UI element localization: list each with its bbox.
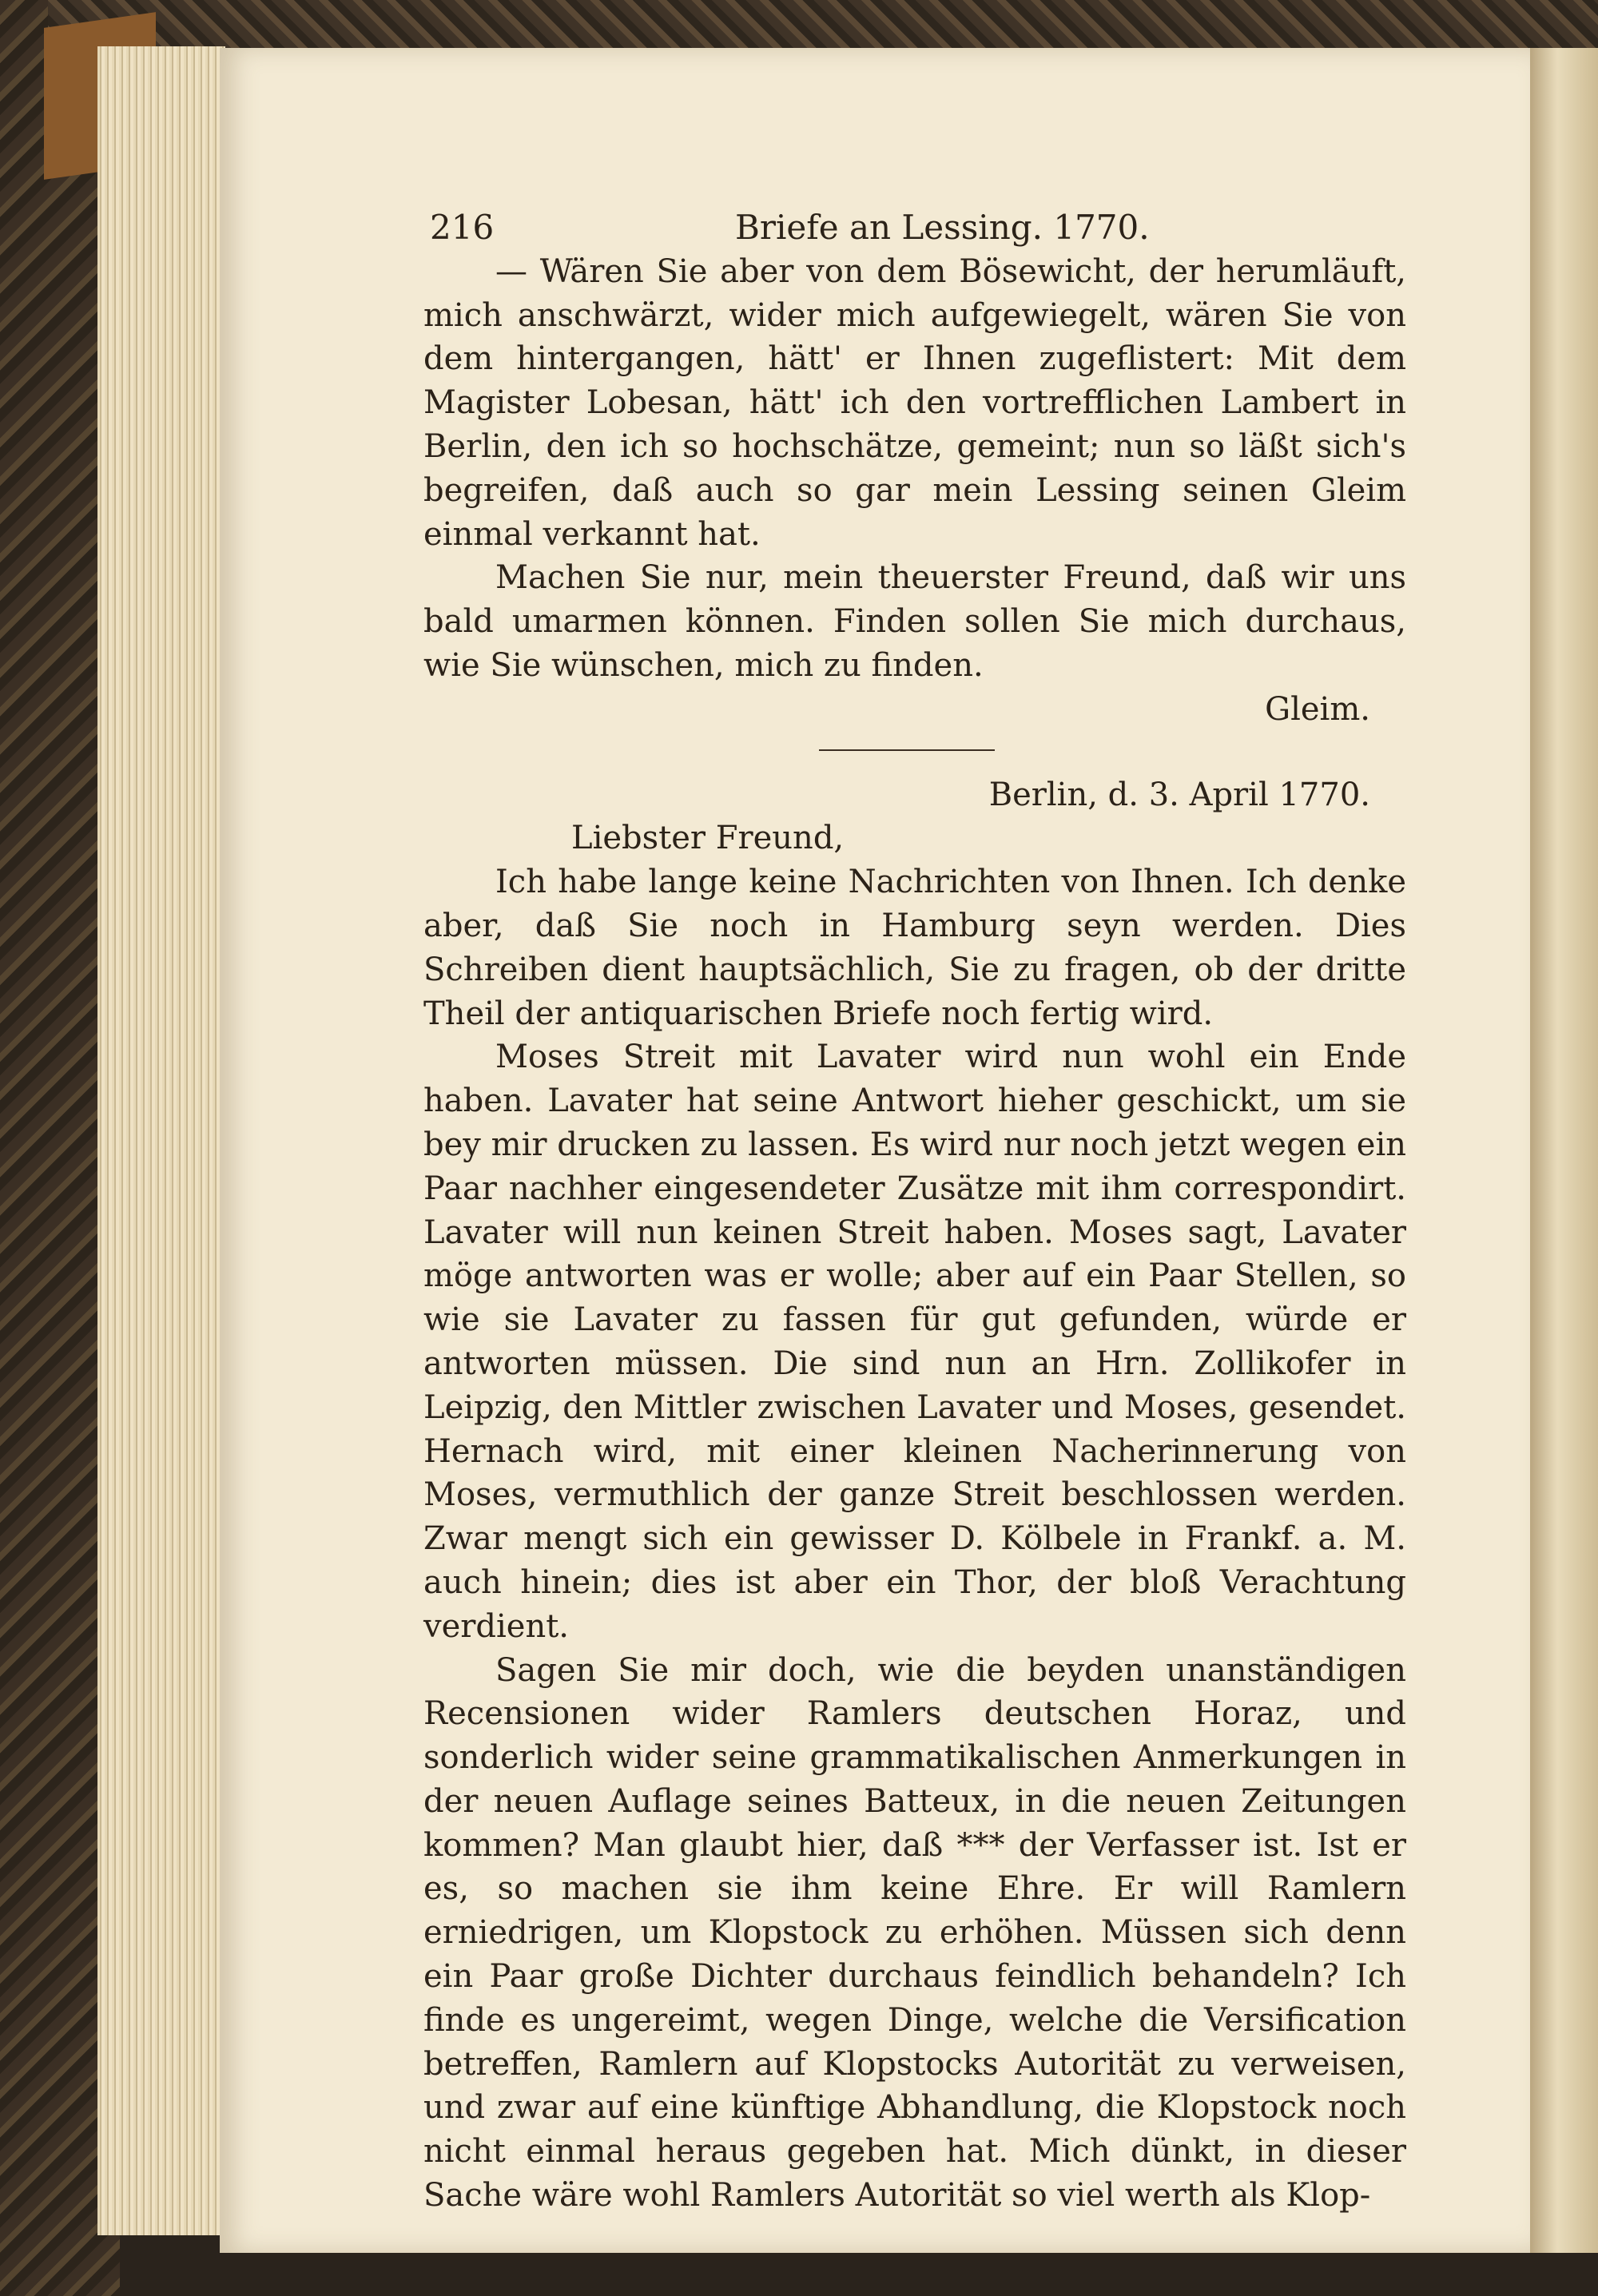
- letter2-dateline: Berlin, d. 3. April 1770.: [988, 776, 1370, 813]
- letter2-paragraph-3: Sagen Sie mir doch, wie die beyden unanständigen Recensionen wider Ramlers deutschen Horaz, und sonderlich wider seine grammatikalischen Anmerkungen in der neuen Auflage seines Batteux, in die neuen Zeitungen kommen? Man glaubt hier, daß *** der Verfasser ist. Ist er es, so machen sie ihm keine Ehre. Er will Ramlern erniedrigen, um Klopstock zu erhöhen. Müssen sich denn ein Paar große Dichter durchaus feindlich behandeln? Ich finde es ungereimt, wegen Dinge, welche die Versification betreffen, Ramlern auf Klopstocks Autorität zu verweisen, und zwar auf eine künftige Abhandlung, die Klopstock noch nicht einmal heraus gegeben hat. Mich dünkt, in dieser Sache wäre wohl Ramlers Autorität so viel werth als Klop-: [423, 1651, 1406, 2215]
- letter1-paragraph-2: Machen Sie nur, mein theuerster Freund, daß wir uns bald umarmen können. Finden sollen Sie mich durchaus, wie Sie wünschen, mich zu finden.: [423, 559, 1406, 684]
- page-edges: [97, 46, 225, 2235]
- letter2-paragraph-1: Ich habe lange keine Nachrichten von Ihnen. Ich denke aber, daß Sie noch in Hamburg seyn werden. Dies Schreiben dient hauptsächlich, Sie zu fragen, ob der dritte Theil der antiquarischen Briefe noch fertig wird.: [423, 864, 1406, 1032]
- page-number: 216: [430, 208, 495, 247]
- book-cover-top: [48, 0, 1598, 48]
- separator-rule: [819, 749, 995, 751]
- facing-page-edge: [1530, 48, 1598, 2253]
- letter2-paragraph-2: Moses Streit mit Lavater wird nun wohl ein Ende haben. Lavater hat seine Antwort hieher geschickt, um sie bey mir drucken zu lassen. Es wird nur noch jetzt wegen ein Paar nachher eingesendeter Zusätze mit ihm correspondirt. Lavater will nun keinen Streit haben. Moses sagt, Lavater möge antworten was er wolle; aber auf ein Paar Stellen, so wie sie Lavater zu fassen für gut gefunden, würde er antworten müssen. Die sind nun an Hrn. Zollikofer in Leipzig, den Mittler zwischen Lavater und Moses, gesendet. Hernach wird, mit einer kleinen Nacherinnerung von Moses, vermuthlich der ganze Streit beschlossen werden. Zwar mengt sich ein gewisser D. Kölbele in Frankf. a. M. auch hinein; dies ist aber ein Thor, der bloß Verachtung verdient.: [423, 1039, 1406, 1645]
- page-text: [423, 206, 1406, 2218]
- letter1-paragraph-1: — Wären Sie aber von dem Bösewicht, der herumläuft, mich anschwärzt, wider mich aufgewiegelt, wären Sie von dem hintergangen, hätt' er Ihnen zugeflistert: Mit dem Magister Lobesan, hätt' ich den vortrefflichen Lambert in Berlin, den ich so hochschätze, gemeint; nun so läßt sich's begreifen, daß auch so gar mein Lessing seinen Gleim einmal verkannt hat.: [423, 252, 1406, 553]
- running-title: Briefe an Lessing. 1770.: [735, 208, 1150, 247]
- letter2-salutation: Liebster Freund,: [571, 820, 845, 857]
- running-header: [423, 206, 1406, 250]
- letter1-signature: Gleim.: [1265, 690, 1370, 728]
